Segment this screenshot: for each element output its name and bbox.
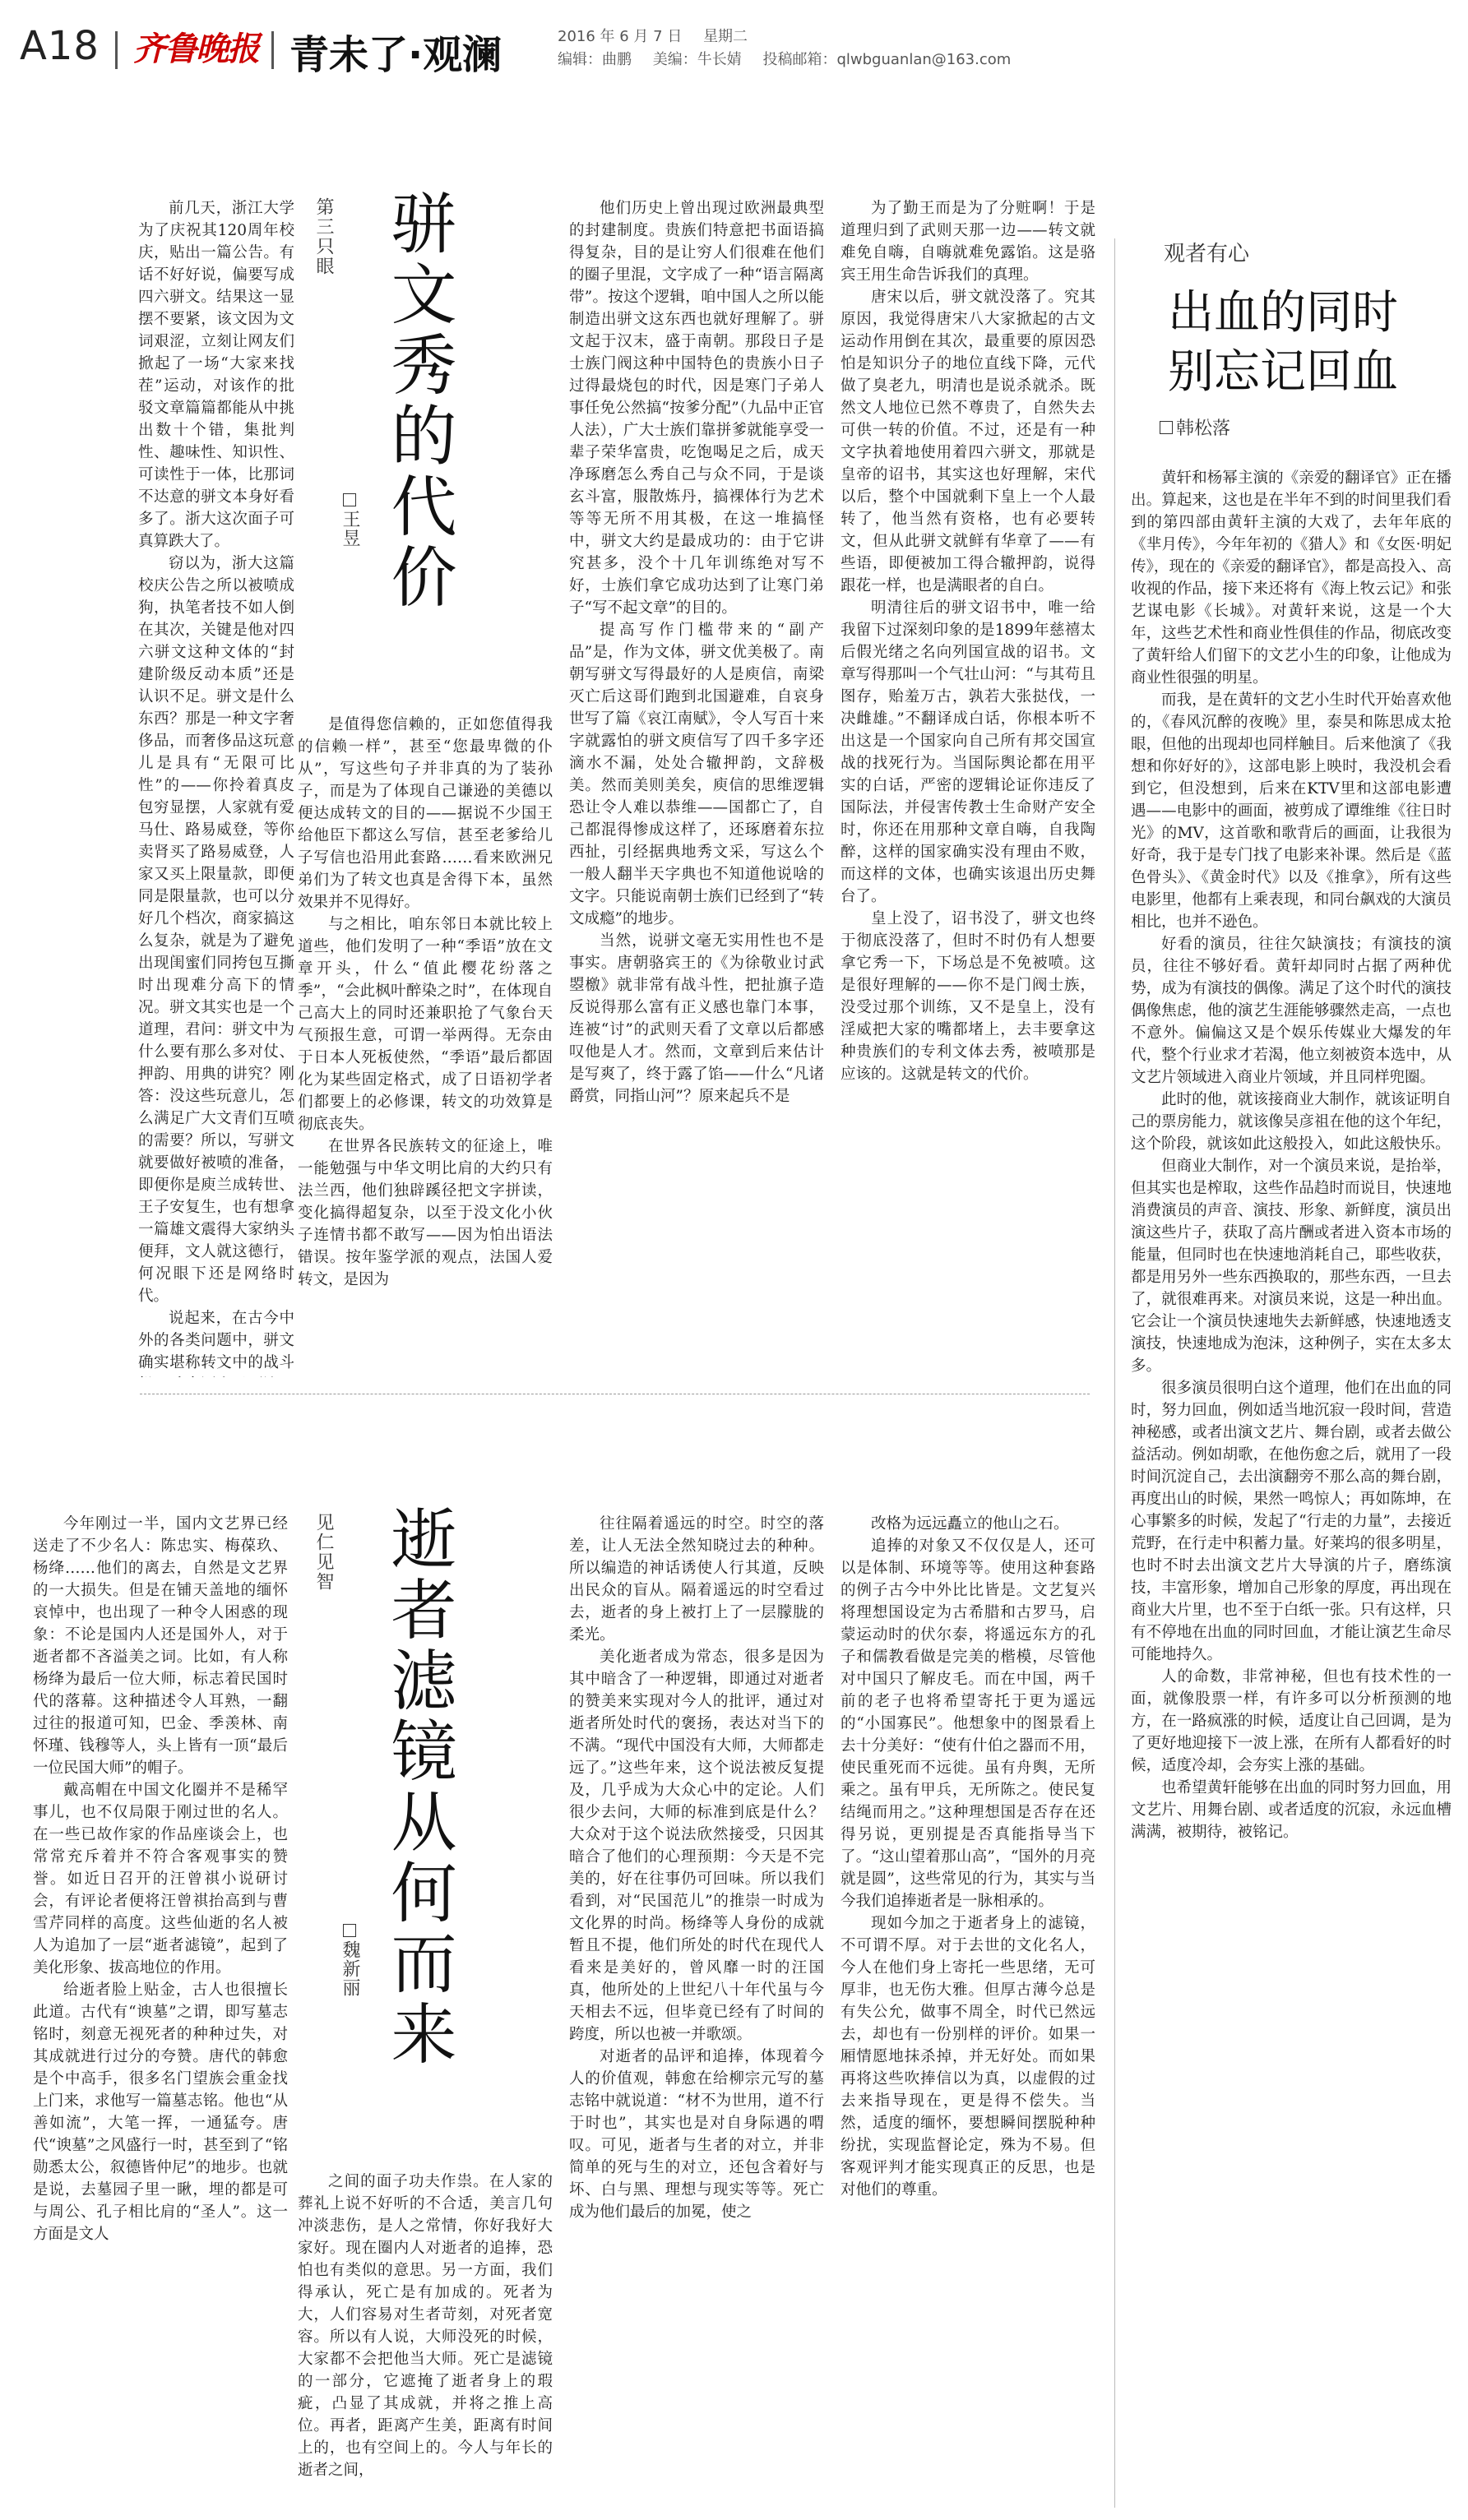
paragraph: 戴高帽在中国文化圈并不是稀罕事儿，也不仅局限于刚过世的名人。在一些已故作家的作品座谈会上，也常常充斥着并不符合客观事实的赞誉。如近日召开的汪曾祺小说研讨会，有评论者便将汪曾祺抬高到与曹雪芹同样的高度。这些仙逝的名人被人为追加了一层“逝者滤镜”，起到了美化形象、拔高地位的作用。 <box>33 1782 288 1977</box>
paragraph: 提高写作门槛带来的“副产品”是，作为文体，骈文优美极了。南朝写骈文写得最好的人是庾信，南梁灭亡后这哥们跑到北国避难，自哀身世写了篇《哀江南赋》，令人写百十来字就露怕的骈文庾信写了四千多字还滴水不漏，处处合辙押韵，文辞极美。然而美则美矣，庾信的思维逻辑恐让令人难以恭维——国都亡了，自己都混得惨成这样了，还琢磨着东拉西扯，引经据典地秀文采，写这么个一般人翻半天字典也不知道他说啥的文字。只能说南朝士族们已经到了“转文成瘾”的地步。 <box>569 622 824 927</box>
paragraph: 对逝者的品评和追捧，体现着今人的价值观，韩愈在给柳宗元写的墓志铭中就说道：“材不为世用，道不行于时也”，其实也是对自身际遇的喟叹。可见，逝者与生者的对立，并非简单的死与生的对立，还包含着好与坏、白与黑、理想与现实等等。死亡成为他们最后的加冕，使之 <box>569 2048 824 2221</box>
paragraph: 改格为远远矗立的他山之石。 <box>871 1515 1069 1533</box>
submission-email: 投稿邮箱：qlwbguanlan@163.com <box>762 51 1012 68</box>
article1-title: 骈文秀的代价 <box>380 189 456 613</box>
paragraph: 此时的他，就该接商业大制作，就该证明自己的票房能力，就该像吴彦祖在他的这个年纪，这个阶段，就该如此这般投入，如此这般快乐。 <box>1131 1091 1452 1153</box>
paragraph: 唐宋以后，骈文就没落了。究其原因，我觉得唐宋八大家掀起的古文运动作用倒在其次，最重要的原因恐怕是知识分子的地位直线下降，元代做了臭老九，明清也是说杀就杀。既然文人地位已然不尊贵了，自然失去可供一转的价值。不过，还是有一种文字执着地使用着四六骈文，那就是皇帝的诏书，其实这也好理解，宋代以后，整个中国就剩下皇上一个人最转了，他当然有资格，也有必要转文，但从此骈文就鲜有华章了——有些语，即便被加工得合辙押韵，说得跟花一样，也是满眼者的自白。 <box>841 289 1095 594</box>
header-divider <box>115 31 118 69</box>
article2-column-3 <box>569 1513 824 2508</box>
paragraph: 为了勤王而是为了分赃啊！于是道理归到了武则天那一边——转文就难免自嗨，自嗨就难免露馅。这是骆宾王用生命告诉我们的真理。 <box>841 200 1095 284</box>
article1-column-4 <box>841 197 1095 1377</box>
paragraph: 之间的面子功夫作祟。在人家的葬礼上说不好听的不合适，美言几句冲淡悲伤，是人之常情，你好我好大家好。现在圈内人对逝者的追捧，恐怕也有类似的意思。另一方面，我们得承认，死亡是有加成的。死者为大，人们容易对生者苛刻，对死者宽容。所以有人说，大师没死的时候，大家都不会把他当大师。死亡是滤镜的一部分，它遮掩了逝者身上的瑕疵，凸显了其成就，并将之推上高位。再者，距离产生美，距离有时间上的，也有空间上的。今人与年长的逝者之间， <box>298 2173 553 2479</box>
paragraph: 与之相比，咱东邻日本就比较上道些，他们发明了一种“季语”放在文章开头，什么“值此樱花纷落之季”，“会此枫叶醉染之时”，在体现自己高大上的同时还兼职抢了气象台天气预报生意，可谓一举两得。无奈由于日本人死板使然，“季语”最后都固化为某些固定格式，成了日语初学者们都要上的必修课，转文的功效算是彻底丧失。 <box>298 916 553 1133</box>
paragraph: 但商业大制作，对一个演员来说，是抬举，但其实也是榨取，这些作品趋时而说目，快速地消费演员的声音、演技、形象、新鲜度，演员出演这些片子，获取了高片酬或者进入资本市场的能量，但同时也在快速地消耗自己，耶些收获，都是用另外一些东西换取的，那些东西，一旦去了，就很难再来。对演员来说，这是一种出血。它会让一个演员快速地失去新鲜感，快速地透支演技，快速地成为泡沫，这种例子，实在太多太多。 <box>1131 1158 1452 1375</box>
paragraph: 说起来，在古今中外的各类问题中，骈文确实堪称转文中的战斗 <box>138 1310 294 1371</box>
paragraph: 而我，是在黄轩的文艺小生时代开始喜欢他的，《春风沉醉的夜晚》里，泰昊和陈思成太抢眼，但他的出现却也同样触目。后来他演了《我想和你好好的》，这部电影上映时，我没机会看到它，但没想到，后来在KTV里和这部电影遭遇——电影中的画面，被剪成了谭维维《往日时光》的MV，这首歌和歌背后的画面，让我很为好奇，我于是专门找了电影来补课。然后是《蓝色骨头》、《黄金时代》以及《推拿》，所有这些电影里，他都有上乘表现，和同台飙戏的大演员相比，也并不逊色。 <box>1131 691 1452 931</box>
paragraph: 美化逝者成为常态，很多是因为其中暗含了一种逻辑，即通过对逝者的赞美来实现对今人的批评，通过对逝者所处时代的褒扬，表达对当下的不满。“现代中国没有大师，大师都走远了。”这些年来，这个说法被反复提及，几乎成为大众心中的定论。人们很少去问，大师的标准到底是什么？大众对于这个说法欣然接受，只因其暗合了他们的心理预期：今天是不完美的，好在往事仍可回味。所以我们看到，对“民国范儿”的推崇一时成为文化界的时尚。杨绛等人身份的成就暂且不提，他们所处的时代在现代人看来是美好的，曾风靡一时的汪国真，他所处的上世纪八十年代虽与今天相去不远，但毕竟已经有了时间的跨度，所以也被一并歌颂。 <box>569 1648 824 2043</box>
paragraph: 追捧的对象又不仅仅是人，还可以是体制、环境等等。使用这种套路的例子古今中外比比皆是。文艺复兴将理想国设定为古希腊和古罗马，启蒙运动时的伏尔泰，将遥远东方的孔子和儒教看做是完美的楷模，尽管他对中国只了解皮毛。而在中国，两千前的老子也将希望寄托于更为遥远的“小国寡民”。他想象中的图景看上去十分美好：“使有什伯之器而不用，使民重死而不远徙。虽有舟舆，无所乘之。虽有甲兵，无所陈之。使民复结绳而用之。”这种理想国是否存在还得另说，更别提是否真能指导当下了。“这山望着那山高”，“国外的月亮就是圆”，这些常见的行为，其实与当今我们追捧逝者是一脉相承的。 <box>841 1537 1095 1910</box>
editor-credit: 编辑：曲鹏 <box>558 51 632 68</box>
paragraph: 很多演员很明白这个道理，他们在出血的同时，努力回血，例如适当地沉寂一段时间，营造神秘感，或者出演文艺片、舞台剧，或者去做公益活动。例如胡歌，在他伤愈之后，就用了一段时间沉淀自己，去出演翻旁不那么高的舞台剧，再度出山的时候，果然一鸣惊人；再如陈坤，在心事繁多的时候，发起了“行走的力量”，去接近荒野，在行走中积蓄力量。好莱坞的很多明星，也时不时去出演文艺片大导演的片子，磨练演技，丰富形象，增加自己形象的厚度，再出现在商业大片里，也不至于白纸一张。只有这样，只有不停地在出血的同时回血，才能让演艺生命尽可能地持久。 <box>1131 1380 1452 1663</box>
page-number: A18 <box>20 23 100 69</box>
newspaper-logo: 齐鲁晚报 <box>133 30 258 68</box>
paragraph: 明清往后的骈文诏书中，唯一给我留下过深刻印象的是1899年慈禧太后假光绪之名向列国宣战的诏书。文章写得那叫一个气壮山河：“与其苟且图存，贻羞万古，孰若大张挞伐，一决雌雄。”不翻译成白话，你根本听不出这是一个国家向自己所有邦交国宣战的找死行为。当国际舆论都在用平实的白话，严密的逻辑论证你违反了国际法，并侵害传教士生命财产安全时，你还在用那种文章自嗨，自我陶醉，这样的国家确实没有理由不败，而这样的文体，也确实该退出历史舞台了。 <box>841 599 1095 905</box>
paragraph: 给逝者脸上贴金，古人也很擅长此道。古代有“谀墓”之谓，即写墓志铭时，刻意无视死者的种种过失，对其成就进行过分的夸赞。唐代的韩愈是个中高手，很多名门望族会重金找上门来，求他写一篇墓志铭。他也“从善如流”，大笔一挥，一通猛夸。唐代“谀墓”之风盛行一时，甚至到了“铭勋悉太公，叙德皆仲尼”的地步。也就是说，去墓园子里一瞅，埋的都是可与周公、孔子相比肩的“圣人”。这一方面是文人 <box>33 1981 288 2243</box>
article1-column-3 <box>569 197 824 1377</box>
paragraph: 当然，说骈文毫无实用性也不是事实。唐朝骆宾王的《为徐敬业讨武曌檄》就非常有战斗性，把扯旗子造反说得那么富有正义感也靠门本事，连被“讨”的武则天看了文章以后都感叹他是人才。然而，文章到后来估计是写爽了，终于露了馅——什么“凡诸爵赏，同指山河”？原来起兵不是 <box>569 932 824 1105</box>
paragraph: 人的命数，非常神秘，但也有技术性的一面，就像股票一样，有许多可以分析预测的地方，在一路疯涨的时候，适度让自己回调，是为了更好地迎接下一波上涨，在所有人都看好的时候，适度冷却，会夯实上涨的基础。 <box>1131 1668 1452 1774</box>
paragraph: 也希望黄轩能够在出血的同时努力回血，用文艺片、用舞台剧、或者适度的沉寂，永远血槽满满，被期待，被铭记。 <box>1131 1779 1452 1841</box>
article2-title: 逝者滤镜从何而来 <box>380 1505 456 2070</box>
paragraph: 窃以为，浙大这篇校庆公告之所以被喷成狗，执笔者技不如人倒在其次，关键是他对四六骈文这种文体的“封建阶级反动本质”还是认识不足。骈文是什么东西？那是一种文字奢侈品，而奢侈品这玩意儿是具有“无限可比性”的——你拎着真皮包穷显摆，人家就有爱马仕、路易威登，等你卖肾买了路易威登，人家又买上限量款，即便同是限量款，也可以分好几个档次，商家搞这么复杂，就是为了避免出现闺蜜们同挎包互撕时出现难分高下的情况。骈文其实也是一个道理，君问：骈文中为什么要有那么多对仗、押韵、用典的讲究？刚答：没这些玩意儿，怎么满足广大文青们互喷的需要？所以，写骈文就要做好被喷的准备，即便你是庾兰成转世、王子安复生，也有想拿一篇雄文震得大家纳头便拜，文人就这德行，何况眼下还是网络时代。 <box>138 555 294 1305</box>
section-title: 青未了·观澜 <box>289 32 502 78</box>
header-meta-date <box>558 25 764 46</box>
paragraph: 好看的演员，往往欠缺演技；有演技的演员，往往不够好看。黄轩却同时占据了两种优势，成为有演技的偶像。满足了这个时代的演技偶像焦虑，他的演艺生涯能够骤然走高，一点也不意外。偏偏这又是个娱乐传媒业大爆发的年代，整个行业求才若渴，他立刻被资本选中，从文艺片领域进入商业片领域，并且同样兜圈。 <box>1131 936 1452 1086</box>
article1-column-label: 第三只眼 <box>313 197 334 276</box>
paragraph: 现如今加之于逝者身上的滤镜，不可谓不厚。对于去世的文化名人，今人在他们身上寄托一些思绪，无可厚非，也无伤大雅。但厚古薄今总是有失公允，做事不周全，时代已然远去，却也有一份别样的评价。如果一厢情愿地抹杀掉，并无好处。而如果再将这些吹捧信以为真，以虚假的过去来指导现在，更是得不偿失。当然，适度的缅怀，要想瞬间摆脱种种纷扰，实现监督论定，殊为不易。但客观评判才能实现真正的反思，也是对他们的尊重。 <box>841 1915 1095 2199</box>
article1-author: 王昱 <box>337 493 363 548</box>
article3-title-line-1: 出血的同时 <box>1168 286 1398 340</box>
article2-column-2 <box>298 2171 553 2508</box>
article2-column-1 <box>33 1513 288 2508</box>
article3-body <box>1131 467 1452 2506</box>
paragraph: 他们历史上曾出现过欧洲最典型的封建制度。贵族们特意把书面语搞得复杂，目的是让穷人们很难在他们的圈子里混，文字成了一种“语言隔离带”。按这个逻辑，咱中国人之所以能制造出骈文这东西也就好理解了。骈文起于汉末，盛于南朝。那段日子是士族门阀这种中国特色的贵族小日子过得最烧包的时代，因是寒门子弟人事任免公然搞“按爹分配”（九品中正官人法），广大士族们靠拼爹就能享受一辈子荣华富贵，吃饱喝足之后，成天净琢磨怎么秀自己与众不同，于是谈玄斗富，服散炼丹，搞裸体行为艺术等等无所不用其极，在这一堆搞怪中，骈文大约是最成功的：由于它讲究甚多，没个十几年训练绝对写不好，士族们拿它成功达到了让寒门弟子“写不起文章”的目的。 <box>569 200 824 617</box>
article3-column-label: 观者有心 <box>1164 242 1250 266</box>
designer-credit: 美编：牛长婧 <box>652 51 742 68</box>
paragraph: 黄轩和杨幂主演的《亲爱的翻译官》正在播出。算起来，这也是在半年不到的时间里我们看到的第四部由黄轩主演的大戏了，去年年底的《芈月传》，今年年初的《猎人》和《女医·明妃传》，现在的《亲爱的翻译官》，都是高投入、高收视的作品，接下来还将有《海上牧云记》和张艺谋电影《长城》。对黄轩来说，这是一个大年，这些艺术性和商业性俱佳的作品，彻底改变了黄轩给人们留下的文艺小生的印象，让他成为商业性很强的明星。 <box>1131 469 1452 687</box>
header-divider <box>271 31 274 69</box>
article2-column-4 <box>841 1513 1095 2508</box>
paragraph: 皇上没了，诏书没了，骈文也终于彻底没落了，但时不时仍有人想要拿它秀一下，下场总是不免被喷。这是很好理解的——你不是门阀士族，没受过那个训练，又不是皇上，没有淫威把大家的嘴都堵上，去丰要拿这种贵族们的专利文体去秀，被喷那是应该的。这就是转文的代价。 <box>841 910 1095 1083</box>
column-rule <box>1114 238 1115 2508</box>
issue-weekday: 星期二 <box>703 28 748 45</box>
article3-author: 韩松落 <box>1160 414 1230 440</box>
paragraph: 在世界各民族转文的征途上，唯一能勉强与中华文明比肩的大约只有法兰西，他们独辟蹊径把文字拼读，变化搞得超复杂，以至于没文化小伙子连情书都不敢写——因为怕出语法错误。按年鉴学派的观点，法国人爱转文，是因为 <box>298 1138 553 1288</box>
paragraph: 今年刚过一半，国内文艺界已经送走了不少名人：陈忠实、梅葆玖、杨绛……他们的离去，自然是文艺界的一大损失。但是在铺天盖地的缅怀哀悼中，也出现了一种令人困惑的现象：不论是国内人还是国外人，对于逝者都不吝溢美之词。比如，有人称杨绛为最后一位大师，标志着民国时代的落幕。这种描述令人耳熟，一翻过往的报道可知，巴金、季羡林、南怀瑾、钱穆等人，头上皆有一顶“最后一位民国大师”的帽子。 <box>33 1515 288 1777</box>
article2-column-label: 见仁见智 <box>313 1513 334 1592</box>
article3-title-line-2: 别忘记回血 <box>1168 345 1398 399</box>
paragraph: 往往隔着遥远的时空。时空的落差，让人无法全然知晓过去的种种。所以编造的神话诱使人行其道，反映出民众的盲从。隔着遥远的时空看过去，逝者的身上被打上了一层朦胧的柔光。 <box>569 1515 824 1644</box>
article1-column-1 <box>138 197 294 1377</box>
article2-author: 魏新丽 <box>337 1924 363 1997</box>
article1-column-2 <box>298 714 553 1380</box>
header-meta-credits <box>558 48 1027 69</box>
paragraph: 前几天，浙江大学为了庆祝其120周年校庆，贴出一篇公告。有话不好好说，偏要写成四六骈文。结果这一显摆不要紧，该文因为文词艰涩，立刻让网友们掀起了一场“大家来找茬”运动，对该作的批驳文章篇篇都能从中挑出数十个错，集批判性、趣味性、知识性、可读性于一体，比那词不达意的骈文本身好看多了。浙大这次面子可真算跌大了。 <box>138 200 294 550</box>
paragraph: 是值得您信赖的，正如您值得我的信赖一样”，甚至“您最卑微的仆从”，写这些句子并非真的为了装孙子，而是为了体现自己谦逊的美德以便达成转文的目的——据说不少国王给他臣下都这么写信，甚至老爹给儿子写信也沿用此套路……看来欧洲兄弟们为了转文也真是舍得下本，虽然效果并不见得好。 <box>298 716 553 911</box>
issue-date: 2016 年 6 月 7 日 <box>558 28 683 45</box>
page-header <box>0 0 1468 90</box>
article3-title <box>1168 284 1398 402</box>
